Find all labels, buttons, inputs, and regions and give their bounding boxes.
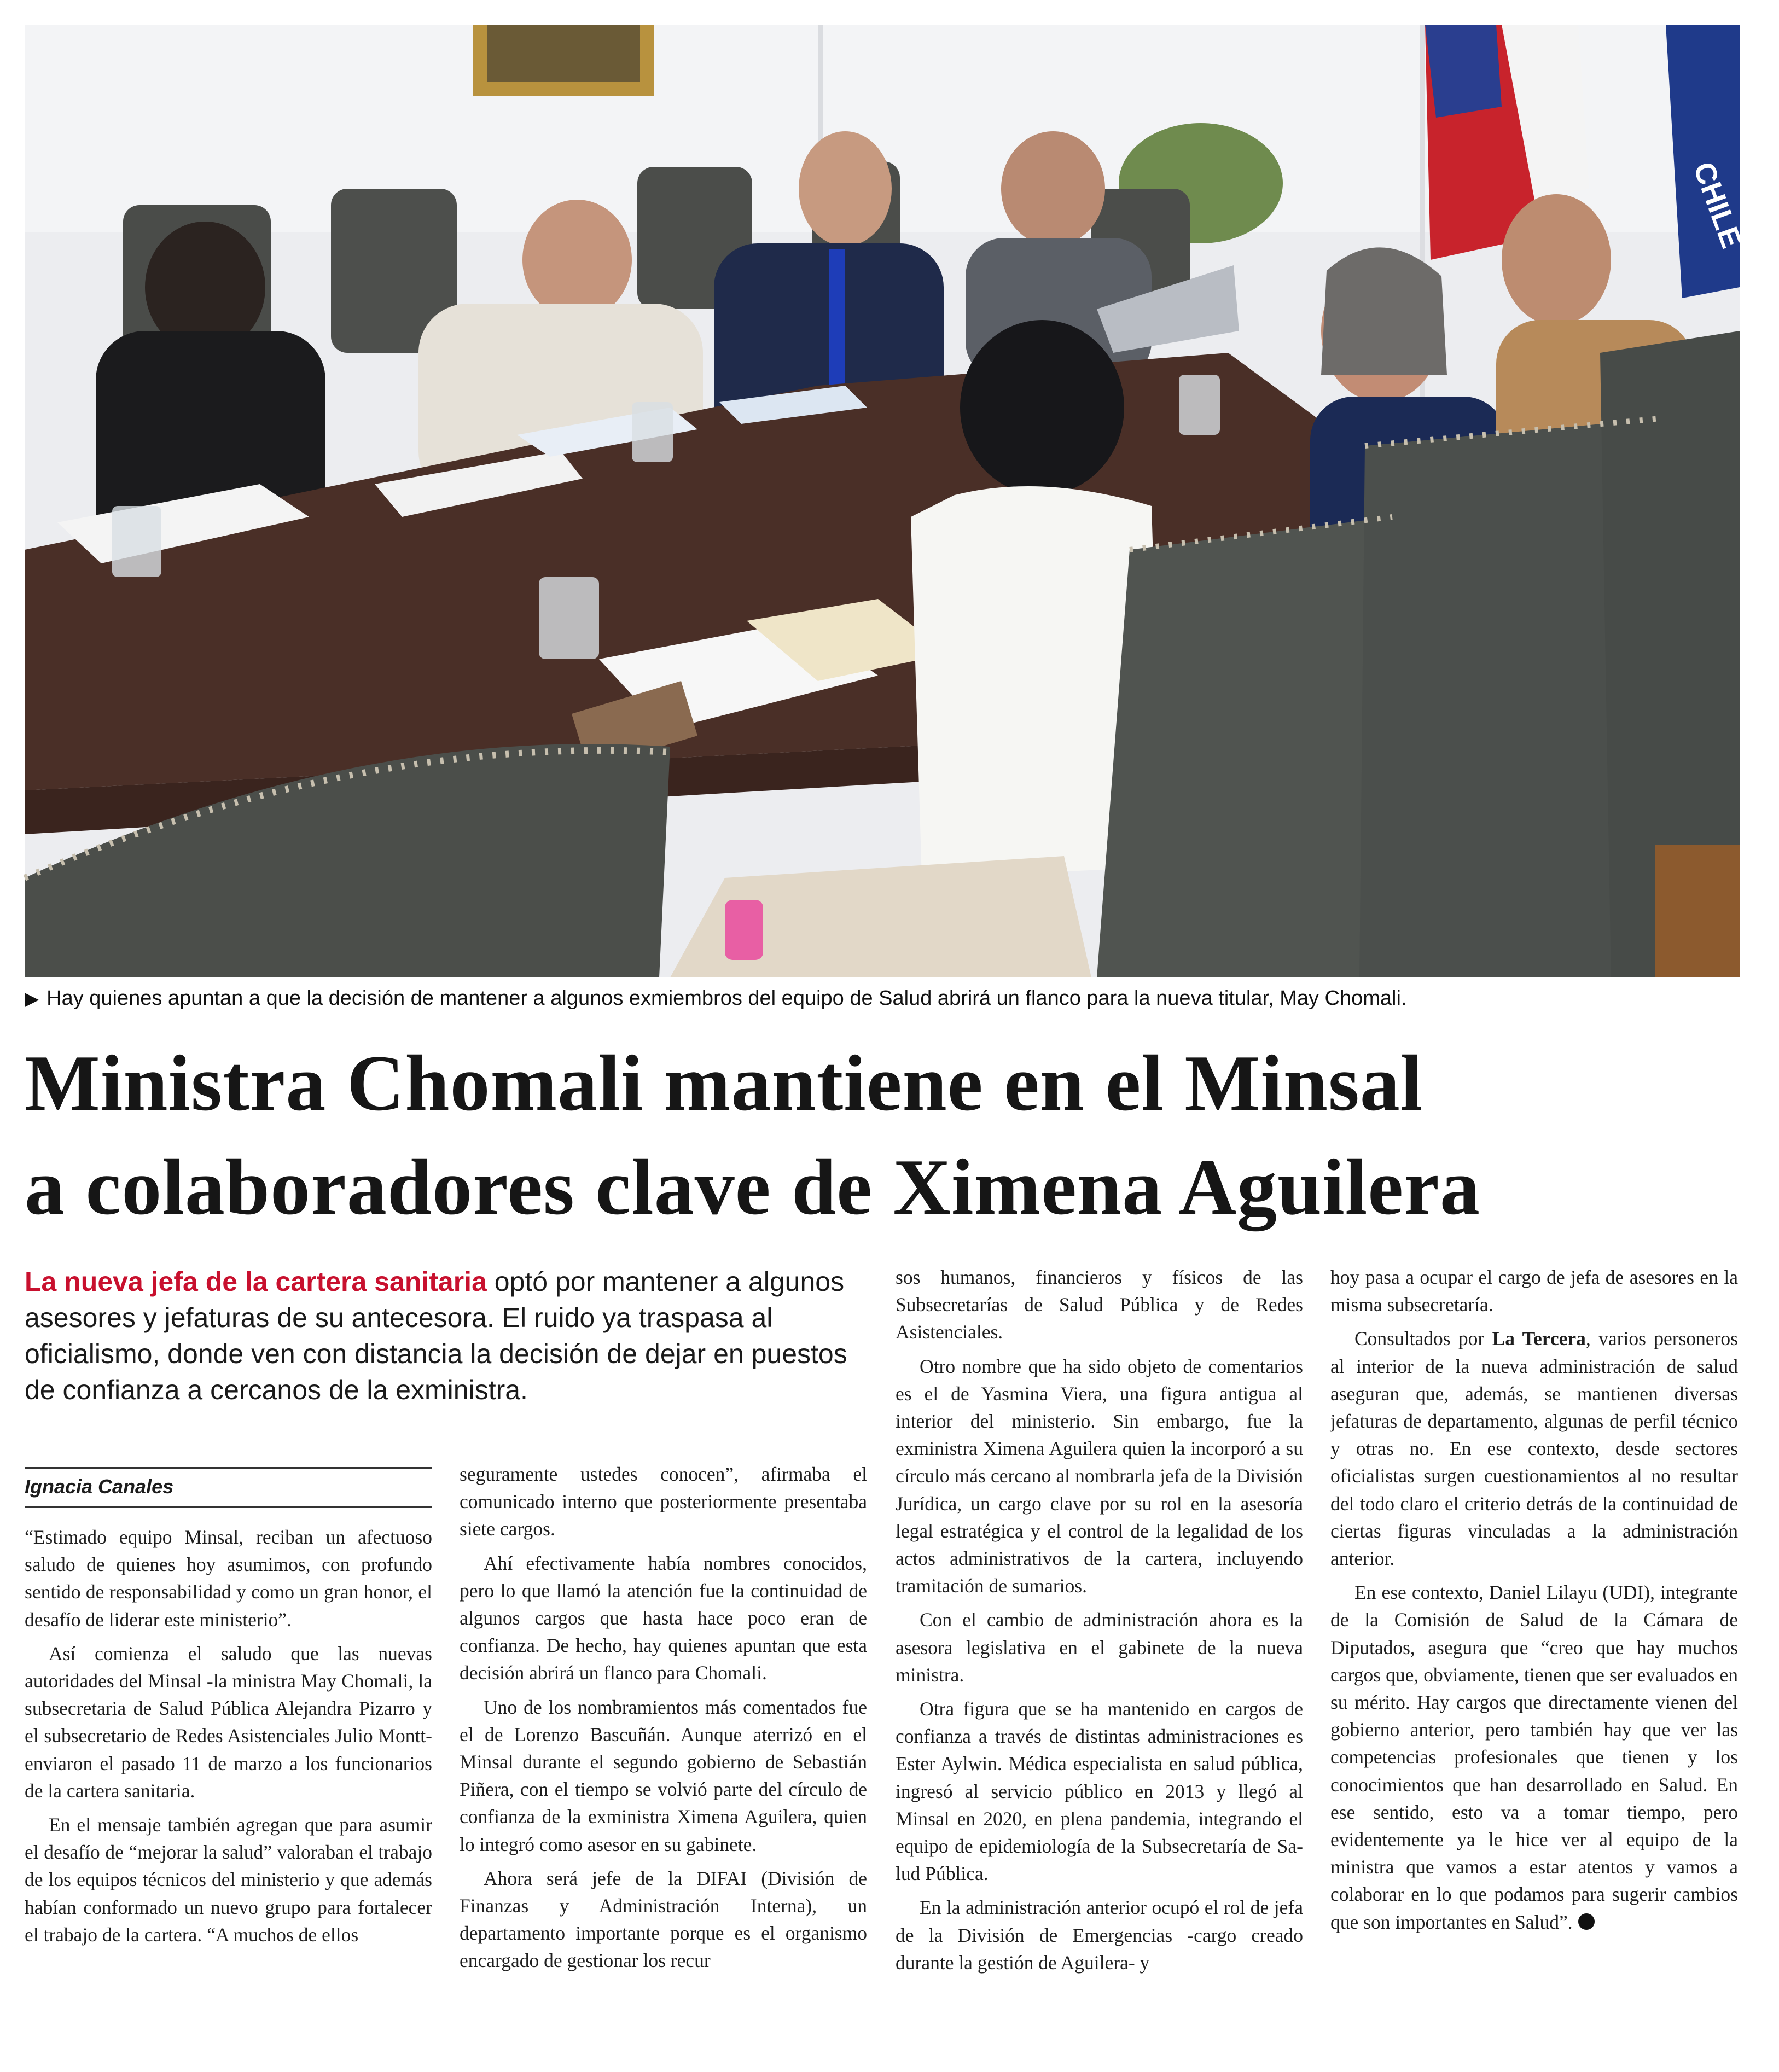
- caption-text: Hay quienes apuntan a que la decisión de mantener a algunos exmiembros del equipo de Salud abrirá un flanco para la nueva titular, May Chomali.: [46, 987, 1407, 1010]
- body-column-2: [460, 1460, 867, 1975]
- byline-box: [25, 1467, 432, 1508]
- body-paragraph: Con el cambio de administración ahora es la asesora legislativa en el gabinete de la nueva ministra.: [896, 1609, 1303, 1686]
- body-text: En ese contexto, Daniel Lilayu (UDI), integrante de la Comisión de Salud de la Cámara de Diputados, asegura que “creo que hay muchos cargos que, obviamente, tienen que ser evaluados en su mérito. Hay cargos que directamente vienen del gobierno anterior, pero también hay que ver las competencias profesionales que tienen y los conocimientos que han desarrollado en Salud. En ese sentido, esto va a tomar tiempo, pero evidentemente ya le hice ver al equipo de la ministra que vamos a estar atentos y vamos a colaborar en lo que podamos para sugerir cambios que son importantes en Salud”.: [1330, 1581, 1738, 1933]
- body-column-1: [25, 1523, 432, 1948]
- flag-text: CHILE: [1687, 158, 1748, 253]
- headline: [25, 1031, 1764, 1239]
- lead-highlight: La nueva jefa de la cartera sanitaria: [25, 1266, 487, 1297]
- body-paragraph: Ahí efectivamente había nombres conocidos, pero lo que llamó la atención fue la continuidad de algunos cargos que hasta hace poco eran de confianza. De hecho, hay quienes apuntan que esta decisión abrirá un flanco para Chomali.: [460, 1552, 867, 1684]
- caption-marker-icon: ▶: [25, 988, 39, 1009]
- newspaper-name: La Tercera: [1492, 1328, 1586, 1350]
- body-paragraph: Ahora será jefe de la DIFAI (División de Finanzas y Administración Interna), un departamento importante porque es el organismo encargado de gestionar los recur: [460, 1867, 867, 1972]
- byline: Ignacia Canales: [25, 1475, 174, 1498]
- photo-caption: [25, 979, 1740, 1017]
- body-paragraph: En la administración anterior ocupó el rol de jefa de la División de Emergencias -cargo creado durante la gestión de Aguilera- y: [896, 1896, 1303, 1974]
- body-paragraph: hoy pasa a ocupar el cargo de jefa de asesores en la misma subsecretaría.: [1330, 1266, 1738, 1316]
- end-of-article-icon: [1578, 1913, 1595, 1930]
- meeting-photo-illustration: [25, 25, 1748, 977]
- body-text: , varios personeros al interior de la nueva administración de salud aseguran que, además, se mantienen diversas jefaturas de departamento, algunas de perfil técnico y otras no. En ese contexto, desde sectores oficialistas surgen cuestionamientos al no resultar del todo claro el criterio detrás de la continuidad de ciertas figuras vinculadas a la administración anterior.: [1330, 1328, 1738, 1570]
- body-paragraph: Otro nombre que ha sido objeto de comentarios es el de Yasmina Viera, una figura antigua al interior del ministerio. Sin embargo, fue la exministra Ximena Aguilera quien la incorporó a su círculo más cercano al nombrarla jefa de la División Jurídica, un cargo clave por su rol en la asesoría legal estratégica y el control de la legalidad de los actos administrativos de la cartera, incluyendo tramitación de sumarios.: [896, 1355, 1303, 1597]
- body-paragraph: sos humanos, financieros y físicos de las Subsecretarías de Salud Pública y de Redes Asistenciales.: [896, 1266, 1303, 1343]
- body-paragraph: “Estimado equipo Minsal, reciban un afectuoso saludo de quienes hoy asumimos, con profundo sentido de responsabilidad y como un gran honor, el desafío de liderar este ministerio”.: [25, 1526, 432, 1631]
- headline-line-2: a colaboradores clave de Ximena Aguilera: [25, 1143, 1480, 1231]
- body-column-4: [1330, 1264, 1738, 1936]
- body-paragraph: Así comienza el saludo que las nuevas autoridades del Minsal -la ministra May Chomali, la subsecretaria de Salud Pública Alejandra Pizarro y el subsecretario de Redes Asistenciales Julio Montt- enviaron el pasado 11 de marzo a los funcionarios de la cartera sanitaria.: [25, 1642, 432, 1802]
- body-text: Consultados por: [1354, 1328, 1492, 1350]
- lead-text: optó por mantener a algunos asesores y jefaturas de su antecesora. El ruido ya traspasa al oficialismo, donde ven con distancia la decisión de dejar en puestos de confianza a cercanos de la exministra.: [25, 1266, 847, 1405]
- body-paragraph: [1330, 1325, 1738, 1572]
- body-column-3: [896, 1264, 1303, 1976]
- body-paragraph: seguramente ustedes conocen”, afirmaba el comunicado interno que posteriormente presentaba siete cargos.: [460, 1463, 867, 1540]
- body-paragraph: En el mensaje también agregan que para asumir el desafío de “mejorar la salud” valoraban el trabajo de los equipos técnicos del ministerio y que además habían conformado un nuevo grupo para fortalecer el trabajo de la cartera. “A muchos de ellos: [25, 1814, 432, 1946]
- body-paragraph: Uno de los nombramientos más comentados fue el de Lorenzo Bascuñán. Aunque aterrizó en el Minsal durante el segundo gobierno de Sebastián Piñera, con el tiempo se volvió parte del círculo de confianza de la exministra Ximena Aguilera, quien lo integró como asesor en su gabinete.: [460, 1696, 867, 1855]
- body-paragraph: [1330, 1579, 1738, 1936]
- body-paragraph: Otra figura que se ha mantenido en cargos de confianza a través de distintas administraciones es Ester Aylwin. Médica especialista en salud pública, ingresó al servicio público en 2013 y llegó al Minsal en 2020, en plena pandemia, integrando el equipo de epidemiología de la Subsecretaría de Salud Pública.: [896, 1698, 1303, 1885]
- article-photo: [25, 25, 1748, 977]
- lead-paragraph: [25, 1264, 875, 1408]
- headline-line-1: Ministra Chomali mantiene en el Minsal: [25, 1039, 1423, 1127]
